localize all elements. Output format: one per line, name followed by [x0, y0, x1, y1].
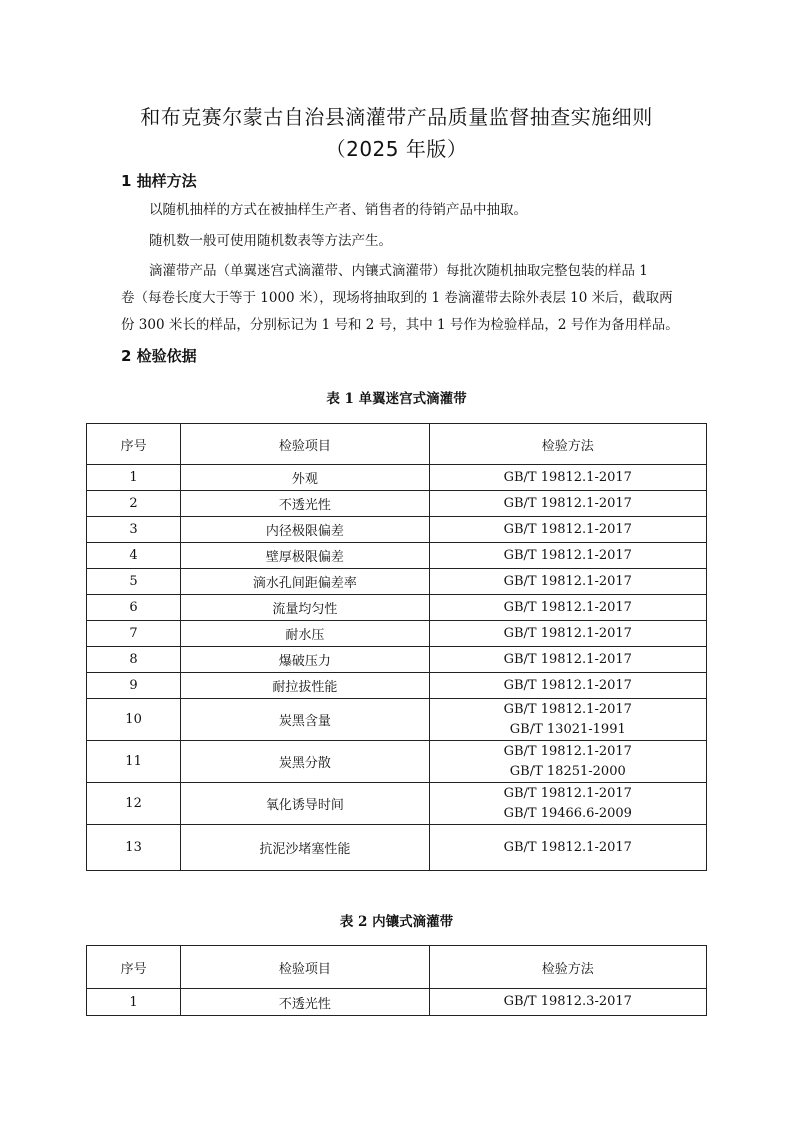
inspection-method — [429, 989, 706, 1016]
inspection-table-2 — [86, 945, 707, 1016]
inspection-item: 不透光性 — [181, 989, 429, 1016]
inspection-item: 滴水孔间距偏差率 — [181, 569, 429, 595]
section-heading-basis: 2 检验依据 — [121, 347, 197, 365]
table-row — [87, 491, 707, 517]
inspection-item: 爆破压力 — [181, 647, 429, 673]
column-header: 检验项目 — [181, 946, 429, 989]
paragraph-line: 份 300 米长的样品，分别标记为 1 号和 2 号，其中 1 号作为检验样品，2 号作为备用样品。 — [121, 317, 679, 333]
row-number: 8 — [87, 647, 181, 673]
standard-code: GB/T 13021-1991 — [509, 721, 626, 737]
row-number: 4 — [87, 543, 181, 569]
standard-code: GB/T 19812.1-2017 — [503, 839, 632, 855]
row-number: 12 — [87, 783, 181, 825]
standard-code: GB/T 19812.1-2017 — [503, 701, 632, 717]
inspection-table-1 — [86, 423, 707, 871]
inspection-method — [429, 825, 706, 871]
table-row — [87, 621, 707, 647]
inspection-method — [429, 517, 706, 543]
section-heading-sampling: 1 抽样方法 — [121, 172, 197, 190]
standard-code: GB/T 19812.3-2017 — [503, 994, 632, 1009]
row-number: 1 — [87, 465, 181, 491]
column-header: 检验方法 — [429, 424, 706, 465]
table-header-row — [87, 946, 707, 989]
table-row — [87, 647, 707, 673]
table-row — [87, 741, 707, 783]
standard-code: GB/T 19466.6-2009 — [503, 805, 632, 821]
standard-code: GB/T 19812.1-2017 — [503, 469, 632, 485]
inspection-method — [429, 647, 706, 673]
column-header: 序号 — [87, 424, 181, 465]
inspection-method — [429, 621, 706, 647]
table-header-row — [87, 424, 707, 465]
row-number: 6 — [87, 595, 181, 621]
table-row — [87, 595, 707, 621]
inspection-method — [429, 543, 706, 569]
table-row — [87, 699, 707, 741]
inspection-item: 流量均匀性 — [181, 595, 429, 621]
inspection-method — [429, 569, 706, 595]
inspection-item: 不透光性 — [181, 491, 429, 517]
inspection-method — [429, 491, 706, 517]
row-number: 13 — [87, 825, 181, 871]
column-header: 序号 — [87, 946, 181, 989]
table-row — [87, 825, 707, 871]
row-number: 10 — [87, 699, 181, 741]
document-edition: （2025 年版） — [325, 137, 468, 161]
standard-code: GB/T 19812.1-2017 — [503, 495, 632, 511]
table-row — [87, 569, 707, 595]
paragraph: 随机数一般可使用随机数表等方法产生。 — [149, 233, 392, 249]
row-number: 11 — [87, 741, 181, 783]
standard-code: GB/T 19812.1-2017 — [503, 743, 632, 759]
paragraph-line: 卷（每卷长度大于等于 1000 米），现场将抽取到的 1 卷滴灌带去除外表层 10 米后，截取两 — [121, 290, 673, 306]
inspection-item: 外观 — [181, 465, 429, 491]
paragraph-line: 滴灌带产品（单翼迷宫式滴灌带、内镶式滴灌带）每批次随机抽取完整包装的样品 1 — [149, 263, 648, 279]
row-number: 9 — [87, 673, 181, 699]
inspection-item: 炭黑含量 — [181, 699, 429, 741]
inspection-item: 抗泥沙堵塞性能 — [181, 825, 429, 871]
standard-code: GB/T 19812.1-2017 — [503, 677, 632, 693]
inspection-item: 内径极限偏差 — [181, 517, 429, 543]
paragraph: 以随机抽样的方式在被抽样生产者、销售者的待销产品中抽取。 — [149, 202, 527, 218]
table-caption: 表 1 单翼迷宫式滴灌带 — [326, 391, 467, 407]
row-number: 5 — [87, 569, 181, 595]
document-title: 和布克赛尔蒙古自治县滴灌带产品质量监督抽查实施细则 — [140, 105, 653, 129]
table-row — [87, 673, 707, 699]
inspection-item: 壁厚极限偏差 — [181, 543, 429, 569]
row-number: 7 — [87, 621, 181, 647]
standard-code: GB/T 19812.1-2017 — [503, 521, 632, 537]
inspection-item: 耐拉拔性能 — [181, 673, 429, 699]
table-row — [87, 989, 707, 1016]
inspection-method — [429, 699, 706, 741]
inspection-method — [429, 465, 706, 491]
standard-code: GB/T 19812.1-2017 — [503, 651, 632, 667]
inspection-item: 耐水压 — [181, 621, 429, 647]
row-number: 2 — [87, 491, 181, 517]
row-number: 1 — [87, 989, 181, 1016]
table-row — [87, 783, 707, 825]
column-header: 检验方法 — [429, 946, 706, 989]
table-row — [87, 517, 707, 543]
inspection-item: 氧化诱导时间 — [181, 783, 429, 825]
table-caption: 表 2 内镶式滴灌带 — [339, 914, 454, 930]
inspection-method — [429, 783, 706, 825]
standard-code: GB/T 19812.1-2017 — [503, 625, 632, 641]
inspection-method — [429, 741, 706, 783]
standard-code: GB/T 19812.1-2017 — [503, 573, 632, 589]
table-row — [87, 465, 707, 491]
standard-code: GB/T 19812.1-2017 — [503, 547, 632, 563]
row-number: 3 — [87, 517, 181, 543]
standard-code: GB/T 18251-2000 — [509, 763, 626, 779]
inspection-item: 炭黑分散 — [181, 741, 429, 783]
inspection-method — [429, 673, 706, 699]
column-header: 检验项目 — [181, 424, 429, 465]
inspection-method — [429, 595, 706, 621]
standard-code: GB/T 19812.1-2017 — [503, 785, 632, 801]
standard-code: GB/T 19812.1-2017 — [503, 599, 632, 615]
table-row — [87, 543, 707, 569]
